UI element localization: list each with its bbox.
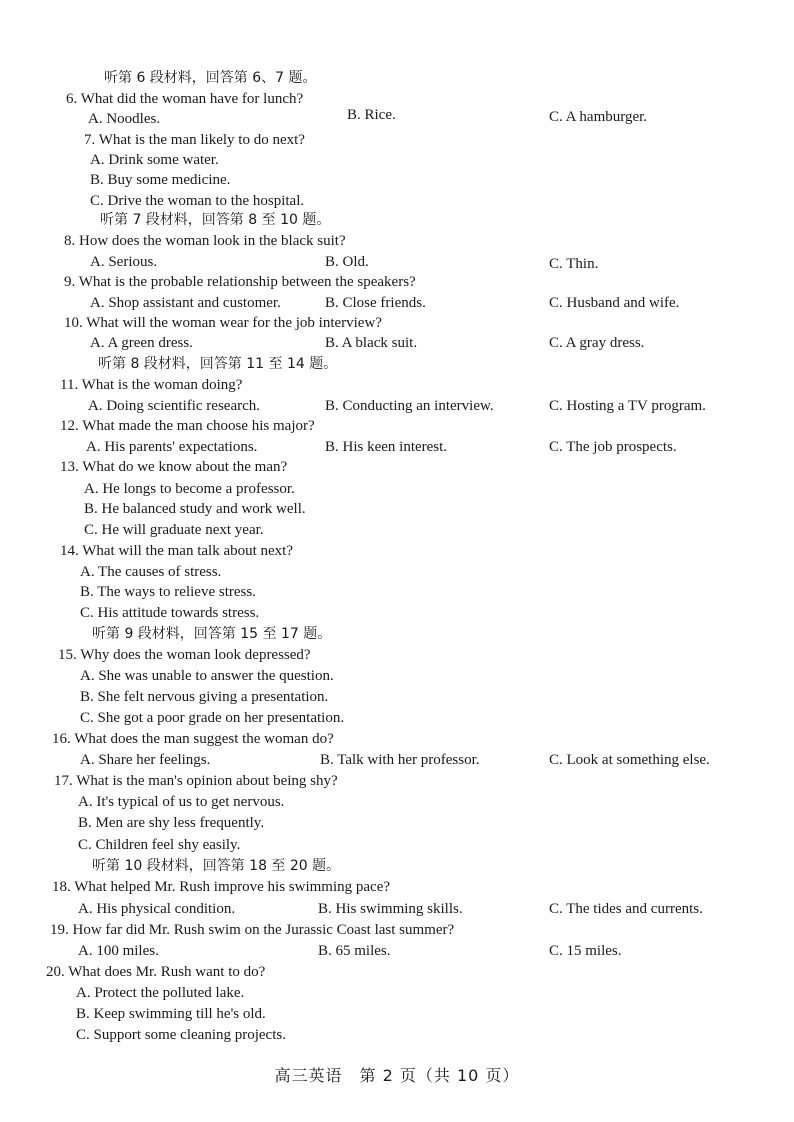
option-9c: C. Husband and wife. <box>549 295 680 311</box>
option-6b: B. Rice. <box>347 107 396 123</box>
option-14a: A. The causes of stress. <box>80 564 222 580</box>
option-19c: C. 15 miles. <box>549 943 622 959</box>
option-20b: B. Keep swimming till he's old. <box>76 1006 266 1022</box>
option-9b: B. Close friends. <box>325 295 426 311</box>
question-20: 20. What does Mr. Rush want to do? <box>46 964 266 980</box>
option-20c: C. Support some cleaning projects. <box>76 1027 286 1043</box>
option-11b: B. Conducting an interview. <box>325 398 494 414</box>
option-15a: A. She was unable to answer the question. <box>80 668 334 684</box>
option-6a: A. Noodles. <box>88 111 161 127</box>
option-8c: C. Thin. <box>549 256 599 272</box>
option-10b: B. A black suit. <box>325 335 418 351</box>
option-14c: C. His attitude towards stress. <box>80 605 260 621</box>
option-19b: B. 65 miles. <box>318 943 391 959</box>
option-11c: C. Hosting a TV program. <box>549 398 706 414</box>
question-12: 12. What made the man choose his major? <box>60 418 315 434</box>
option-17a: A. It's typical of us to get nervous. <box>78 794 285 810</box>
section-heading-6: 听第 6 段材料，回答第 6、7 题。 <box>104 70 317 86</box>
option-14b: B. The ways to relieve stress. <box>80 584 256 600</box>
question-19: 19. How far did Mr. Rush swim on the Jurassic Coast last summer? <box>50 922 455 938</box>
option-8a: A. Serious. <box>90 254 158 270</box>
option-7b: B. Buy some medicine. <box>90 172 231 188</box>
option-19a: A. 100 miles. <box>78 943 159 959</box>
option-13a: A. He longs to become a professor. <box>84 481 295 497</box>
option-12c: C. The job prospects. <box>549 439 677 455</box>
option-18b: B. His swimming skills. <box>318 901 463 917</box>
question-9: 9. What is the probable relationship between the speakers? <box>64 274 416 290</box>
option-9a: A. Shop assistant and customer. <box>90 295 281 311</box>
section-heading-8: 听第 8 段材料，回答第 11 至 14 题。 <box>98 356 338 372</box>
question-18: 18. What helped Mr. Rush improve his swimming pace? <box>52 879 391 895</box>
question-14: 14. What will the man talk about next? <box>60 543 293 559</box>
question-6: 6. What did the woman have for lunch? <box>66 91 304 107</box>
option-17c: C. Children feel shy easily. <box>78 837 241 853</box>
option-18c: C. The tides and currents. <box>549 901 703 917</box>
option-10c: C. A gray dress. <box>549 335 645 351</box>
option-8b: B. Old. <box>325 254 369 270</box>
option-18a: A. His physical condition. <box>78 901 236 917</box>
option-16a: A. Share her feelings. <box>80 752 211 768</box>
question-16: 16. What does the man suggest the woman do? <box>52 731 334 747</box>
question-7: 7. What is the man likely to do next? <box>84 132 305 148</box>
option-20a: A. Protect the polluted lake. <box>76 985 245 1001</box>
section-heading-7: 听第 7 段材料，回答第 8 至 10 题。 <box>100 212 331 228</box>
question-11: 11. What is the woman doing? <box>60 377 243 393</box>
option-15b: B. She felt nervous giving a presentation. <box>80 689 329 705</box>
question-17: 17. What is the man's opinion about being shy? <box>54 773 338 789</box>
question-8: 8. How does the woman look in the black suit? <box>64 233 346 249</box>
option-6c: C. A hamburger. <box>549 109 648 125</box>
option-15c: C. She got a poor grade on her presentation. <box>80 710 345 726</box>
question-13: 13. What do we know about the man? <box>60 459 288 475</box>
question-15: 15. Why does the woman look depressed? <box>58 647 311 663</box>
question-10: 10. What will the woman wear for the job interview? <box>64 315 382 331</box>
option-12b: B. His keen interest. <box>325 439 448 455</box>
option-16c: C. Look at something else. <box>549 752 710 768</box>
option-11a: A. Doing scientific research. <box>88 398 261 414</box>
page-footer: 高三英语 第 2 页（共 10 页） <box>274 1066 520 1085</box>
option-16b: B. Talk with her professor. <box>320 752 480 768</box>
section-heading-10: 听第 10 段材料，回答第 18 至 20 题。 <box>92 858 341 874</box>
option-13b: B. He balanced study and work well. <box>84 501 306 517</box>
option-17b: B. Men are shy less frequently. <box>78 815 265 831</box>
option-13c: C. He will graduate next year. <box>84 522 264 538</box>
option-12a: A. His parents' expectations. <box>86 439 258 455</box>
section-heading-9: 听第 9 段材料，回答第 15 至 17 题。 <box>92 626 332 642</box>
option-10a: A. A green dress. <box>90 335 193 351</box>
option-7a: A. Drink some water. <box>90 152 219 168</box>
option-7c: C. Drive the woman to the hospital. <box>90 193 305 209</box>
